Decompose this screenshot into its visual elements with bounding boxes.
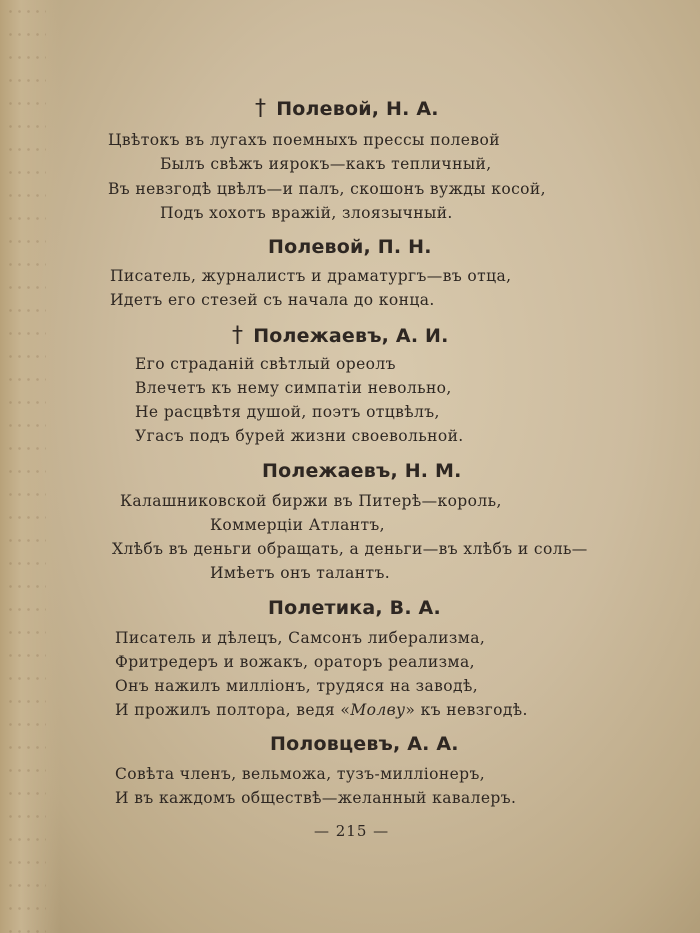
verse-line: И въ каждомъ обществѣ—желанный кавалеръ.: [115, 789, 517, 807]
binding-stitch-marks: [6, 0, 46, 933]
entry-heading-polezhaev-nm: Полежаевъ, Н. М.: [262, 460, 462, 482]
verse-line: Совѣта членъ, вельможа, тузъ-милліонеръ,: [115, 765, 486, 783]
verse-line: Имѣетъ онъ талантъ.: [210, 564, 391, 582]
verse-line: Онъ нажилъ милліонъ, трудяся на заводѣ,: [115, 677, 479, 695]
verse-line: Писатель, журналистъ и драматургъ—въ отца,: [110, 267, 512, 285]
entry-heading-poletika-va: Полетика, В. А.: [268, 597, 441, 619]
emphasized-title: Молву: [350, 701, 406, 719]
verse-line: Былъ свѣжъ иярокъ—какъ тепличный,: [160, 155, 492, 173]
verse-line: Въ невзгодѣ цвѣлъ—и палъ, скошонъ вужды косой,: [108, 180, 546, 198]
cross-icon: †: [232, 323, 244, 348]
heading-text: Полежаевъ, А. И.: [253, 325, 449, 347]
verse-line: Его страданій свѣтлый ореолъ: [135, 355, 396, 373]
verse-line: Хлѣбъ въ деньги обращать, а деньги—въ хлѣбъ и соль—: [112, 540, 588, 558]
verse-line: Влечетъ къ нему симпатіи невольно,: [135, 379, 452, 397]
entry-heading-polovtsev-aa: Половцевъ, А. А.: [270, 733, 459, 755]
verse-line: Идетъ его стезей съ начала до конца.: [110, 291, 435, 309]
verse-line: Цвѣтокъ въ лугахъ поемныхъ прессы полевой: [108, 131, 500, 149]
verse-line: Угасъ подъ бурей жизни своевольной.: [135, 427, 464, 445]
entry-heading-polevoy-pn: Полевой, П. Н.: [268, 236, 432, 258]
verse-line: Писатель и дѣлецъ, Самсонъ либерализма,: [115, 629, 486, 647]
verse-line: Фритредеръ и вожакъ, ораторъ реализма,: [115, 653, 475, 671]
page-number: — 215 —: [314, 822, 390, 840]
verse-line: Не расцвѣтя душой, поэтъ отцвѣлъ,: [135, 403, 440, 421]
verse-line: Коммерціи Атлантъ,: [210, 516, 386, 534]
verse-line: И прожилъ полтора, ведя «Молву» къ невзгодѣ.: [115, 701, 528, 719]
verse-line: Подъ хохотъ вражій, злоязычный.: [160, 204, 453, 222]
cross-icon: †: [255, 96, 267, 121]
entry-heading-polevoy-na: [255, 96, 439, 121]
entry-heading-polezhaev-ai: [232, 323, 449, 348]
verse-line: Калашниковской биржи въ Питерѣ—король,: [120, 492, 502, 510]
heading-text: Полевой, Н. А.: [276, 98, 439, 120]
